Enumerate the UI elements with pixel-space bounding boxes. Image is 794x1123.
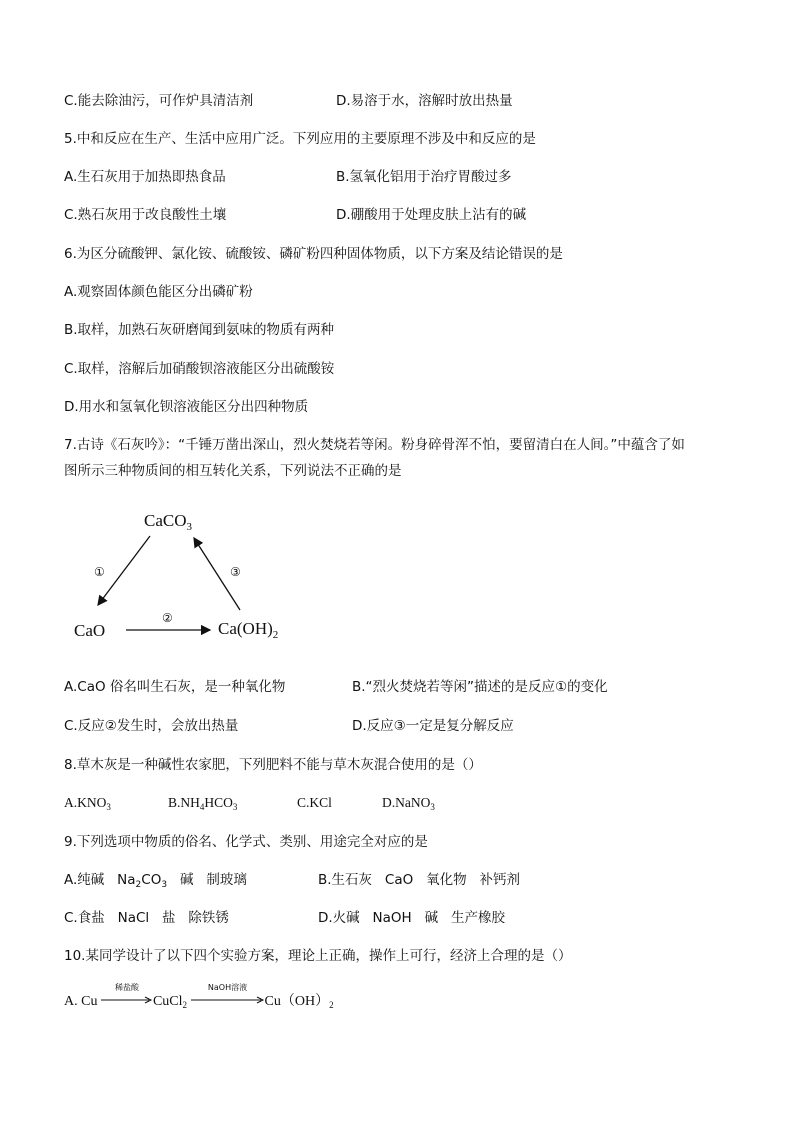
reaction-1-label: ① [94, 565, 105, 579]
q9-option-c: C.食盐 NaCl 盐 除铁锈 [64, 910, 229, 926]
reaction-arrow-1: 稀盐酸 [101, 994, 153, 1010]
q8-option-c: C.KCl [297, 795, 332, 810]
reaction-arrow-2: NaOH溶液 [191, 994, 265, 1010]
q10-option-a-equation: A. Cu 稀盐酸 CuCl$_2$ NaOH溶液 $Cu(OH)_2$ [64, 982, 334, 1010]
q6-option-c: C.取样，溶解后加硝酸钡溶液能区分出硫酸铵 [64, 361, 335, 377]
q4-option-c: C.能去除油污，可作炉具清洁剂 [64, 93, 254, 109]
q9-stem: 9.下列选项中物质的俗名、化学式、类别、用途完全对应的是 [64, 834, 428, 850]
q7-option-c: C.反应②发生时，会放出热量 [64, 718, 239, 734]
q6-stem: 6.为区分硫酸钾、氯化铵、硫酸铵、磷矿粉四种固体物质，以下方案及结论错误的是 [64, 246, 563, 262]
q6-option-d: D.用水和氢氧化钡溶液能区分出四种物质 [64, 399, 309, 415]
q7-option-a: A.CaO 俗名叫生石灰，是一种氧化物 [64, 679, 286, 695]
q8-option-d: D.NaNO$_3$ [382, 795, 435, 812]
q5-option-b: B.氢氧化铝用于治疗胃酸过多 [336, 169, 512, 185]
reaction-2-label: ② [162, 611, 173, 625]
q8-option-b: $B.NH_4HCO_3$ [168, 795, 238, 812]
q7-option-d: D.反应③一定是复分解反应 [352, 718, 514, 734]
caco3-label: CaCO$_3$ [144, 511, 192, 533]
q10-stem: 10.某同学设计了以下四个实验方案，理论上正确，操作上可行，经济上合理的是（） [64, 948, 572, 964]
q5-option-a: A.生石灰用于加热即热食品 [64, 169, 226, 185]
q7-stem-line2: 图所示三种物质间的相互转化关系，下列说法不正确的是 [64, 463, 402, 479]
q8-option-a: $A.KNO_3$ [64, 795, 111, 812]
arrow-1 [98, 536, 150, 605]
q4-option-d: D.易溶于水，溶解时放出热量 [336, 93, 513, 109]
q8-stem: 8.草木灰是一种碱性农家肥，下列肥料不能与草木灰混合使用的是（） [64, 757, 482, 773]
q6-option-b: B.取样，加熟石灰研磨闻到氨味的物质有两种 [64, 322, 335, 338]
caoh2-label: $Ca(OH)_2$ [218, 619, 279, 641]
q5-option-c: C.熟石灰用于改良酸性土壤 [64, 207, 227, 223]
conversion-diagram [60, 500, 320, 660]
q9-option-d: D.火碱 NaOH 碱 生产橡胶 [318, 910, 505, 926]
q5-option-d: D.硼酸用于处理皮肤上沾有的碱 [336, 207, 527, 223]
q7-option-b: B.“烈火焚烧若等闲”描述的是反应①的变化 [352, 679, 608, 695]
q7-stem-line1: 7.古诗《石灰吟》：“千锤万凿出深山，烈火焚烧若等闲。粉身碎骨浑不怕，要留清白在人间。”中蕴含了如 [64, 437, 685, 453]
q5-stem: 5.中和反应在生产、生活中应用广泛。下列应用的主要原理不涉及中和反应的是 [64, 131, 536, 147]
q6-option-a: A.观察固体颜色能区分出磷矿粉 [64, 284, 253, 300]
cao-label: CaO [74, 621, 106, 640]
reaction-3-label: ③ [230, 565, 241, 579]
q9-option-b: B.生石灰 CaO 氧化物 补钙剂 [318, 872, 520, 888]
q9-option-a: A.纯碱 $Na_2CO_3$ 碱 制玻璃 [64, 872, 247, 890]
